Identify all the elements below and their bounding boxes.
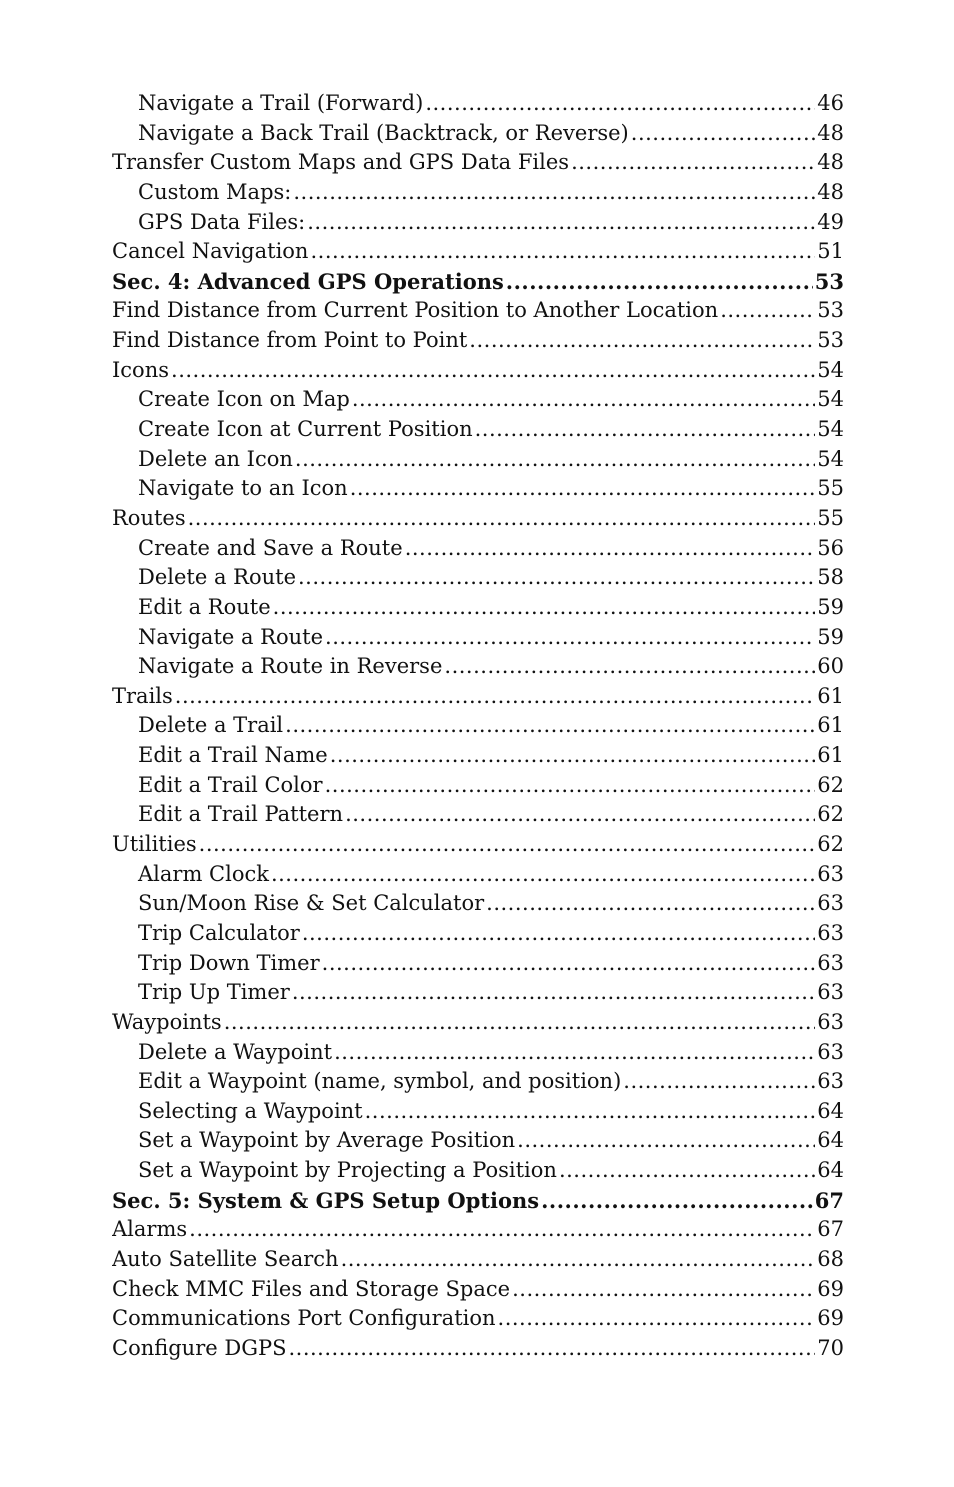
toc-entry-title: Routes xyxy=(112,505,186,530)
toc-entry-title: Selecting a Waypoint xyxy=(138,1098,363,1123)
toc-entry-title: Create and Save a Route xyxy=(138,535,403,560)
toc-entry[interactable] xyxy=(112,711,844,741)
dot-leader xyxy=(307,208,815,238)
toc-entry-title: Create Icon at Current Position xyxy=(138,417,473,442)
toc-entry-title: Delete a Trail xyxy=(138,713,284,738)
dot-leader xyxy=(271,860,815,890)
dot-leader xyxy=(292,978,815,1008)
toc-page-number: 54 xyxy=(817,387,844,412)
dot-leader xyxy=(444,652,815,682)
toc-entry[interactable] xyxy=(112,1008,844,1038)
dot-leader xyxy=(498,1304,816,1334)
toc-entry[interactable] xyxy=(112,860,844,890)
toc-entry-title: Custom Maps: xyxy=(138,179,292,204)
toc-entry-title: Alarm Clock xyxy=(138,861,269,886)
toc-page-number: 49 xyxy=(817,209,844,234)
toc-page-number: 62 xyxy=(817,832,844,857)
toc-entry[interactable] xyxy=(112,356,844,386)
toc-page-number: 67 xyxy=(814,1187,844,1213)
toc-entry[interactable] xyxy=(112,771,844,801)
dot-leader xyxy=(486,889,815,919)
toc-entry[interactable] xyxy=(112,563,844,593)
dot-leader xyxy=(175,682,815,712)
toc-entry[interactable] xyxy=(112,119,844,149)
toc-entry[interactable] xyxy=(112,1334,844,1364)
toc-entry-title: Trails xyxy=(112,683,173,708)
toc-entry-title: Navigate a Route xyxy=(138,624,324,649)
toc-entry-title: Auto Satellite Search xyxy=(112,1246,339,1271)
toc-page-number: 68 xyxy=(817,1246,844,1271)
dot-leader xyxy=(224,1008,816,1038)
toc-page-number: 63 xyxy=(817,980,844,1005)
toc-entry[interactable] xyxy=(112,148,844,178)
dot-leader xyxy=(541,1186,813,1216)
toc-entry[interactable] xyxy=(112,1038,844,1068)
dot-leader xyxy=(322,949,816,979)
toc-entry[interactable] xyxy=(112,296,844,326)
toc-entry-title: Delete an Icon xyxy=(138,446,293,471)
toc-entry-title: Edit a Trail Pattern xyxy=(138,802,344,827)
toc-entry-title: Communications Port Configuration xyxy=(112,1306,496,1331)
toc-page-number: 48 xyxy=(817,120,844,145)
dot-leader xyxy=(171,356,815,386)
toc-entry-title: Set a Waypoint by Average Position xyxy=(138,1128,516,1153)
toc-page-number: 53 xyxy=(814,268,844,294)
dot-leader xyxy=(512,1275,815,1305)
toc-page-number: 69 xyxy=(817,1306,844,1331)
toc-page-number: 63 xyxy=(817,920,844,945)
toc-entry[interactable] xyxy=(112,385,844,415)
toc-section-heading[interactable] xyxy=(112,1186,844,1216)
toc-entry[interactable] xyxy=(112,1304,844,1334)
toc-entry-title: Create Icon on Map xyxy=(138,387,350,412)
dot-leader xyxy=(334,1038,815,1068)
toc-entry-title: Sun/Moon Rise & Set Calculator xyxy=(138,891,485,916)
dot-leader xyxy=(288,1334,815,1364)
dot-leader xyxy=(295,445,815,475)
toc-entry-title: Find Distance from Point to Point xyxy=(112,328,468,353)
toc-entry-title: Trip Up Timer xyxy=(138,980,290,1005)
toc-page-number: 51 xyxy=(817,239,844,264)
dot-leader xyxy=(325,771,816,801)
toc-page-number: 63 xyxy=(817,1069,844,1094)
toc-page-number: 64 xyxy=(817,1128,844,1153)
toc-page-number: 63 xyxy=(817,950,844,975)
toc-entry[interactable] xyxy=(112,1097,844,1127)
toc-page-number: 48 xyxy=(817,150,844,175)
dot-leader xyxy=(425,89,815,119)
dot-leader xyxy=(571,148,815,178)
toc-page-number: 48 xyxy=(817,179,844,204)
dot-leader xyxy=(623,1067,815,1097)
toc-entry-title: Edit a Trail Color xyxy=(138,772,323,797)
toc-entry[interactable] xyxy=(112,1067,844,1097)
toc-entry[interactable] xyxy=(112,89,844,119)
toc-page-number: 63 xyxy=(817,891,844,916)
toc-entry-title: Navigate a Back Trail (Backtrack, or Reverse) xyxy=(138,120,629,145)
toc-entry[interactable] xyxy=(112,889,844,919)
toc-page-number: 64 xyxy=(817,1098,844,1123)
toc-entry-title: Navigate a Trail (Forward) xyxy=(138,91,424,115)
toc-entry[interactable] xyxy=(112,682,844,712)
toc-page-number: 46 xyxy=(817,91,844,115)
toc-page-number: 58 xyxy=(817,565,844,590)
dot-leader xyxy=(298,563,815,593)
toc-entry-title: Navigate a Route in Reverse xyxy=(138,654,443,679)
toc-entry[interactable] xyxy=(112,1215,844,1245)
toc-page-number: 60 xyxy=(817,654,844,679)
toc-entry[interactable] xyxy=(112,949,844,979)
toc-page-number: 61 xyxy=(817,683,844,708)
dot-leader xyxy=(302,919,815,949)
dot-leader xyxy=(330,741,816,771)
toc-page-number: 54 xyxy=(817,357,844,382)
dot-leader xyxy=(293,178,815,208)
dot-leader xyxy=(475,415,816,445)
dot-leader xyxy=(352,385,815,415)
dot-leader xyxy=(189,1215,815,1245)
toc-entry[interactable] xyxy=(112,1275,844,1305)
table-of-contents xyxy=(112,89,844,1364)
toc-entry[interactable] xyxy=(112,504,844,534)
toc-page-number: 53 xyxy=(817,298,844,323)
toc-entry[interactable] xyxy=(112,1126,844,1156)
dot-leader xyxy=(310,237,815,267)
toc-entry-title: Set a Waypoint by Projecting a Position xyxy=(138,1158,557,1183)
toc-entry-title: Trip Calculator xyxy=(138,920,300,945)
dot-leader xyxy=(517,1126,815,1156)
toc-page-number: 54 xyxy=(817,417,844,442)
toc-entry[interactable] xyxy=(112,1156,844,1186)
toc-page-number: 63 xyxy=(817,861,844,886)
toc-page-number: 61 xyxy=(817,713,844,738)
dot-leader xyxy=(199,830,816,860)
toc-entry-title: Check MMC Files and Storage Space xyxy=(112,1276,511,1301)
dot-leader xyxy=(345,800,815,830)
toc-entry[interactable] xyxy=(112,800,844,830)
toc-entry-title: Edit a Waypoint (name, symbol, and position) xyxy=(138,1069,622,1094)
toc-page-number: 63 xyxy=(817,1009,844,1034)
toc-page-number: 62 xyxy=(817,802,844,827)
toc-entry-title: Sec. 4: Advanced GPS Operations xyxy=(112,268,504,294)
toc-entry[interactable] xyxy=(112,445,844,475)
toc-entry-title: Edit a Trail Name xyxy=(138,743,328,768)
toc-entry[interactable] xyxy=(112,1245,844,1275)
toc-entry[interactable] xyxy=(112,652,844,682)
toc-entry[interactable] xyxy=(112,741,844,771)
toc-entry[interactable] xyxy=(112,919,844,949)
toc-entry-title: Delete a Waypoint xyxy=(138,1039,333,1064)
toc-entry[interactable] xyxy=(112,623,844,653)
dot-leader xyxy=(559,1156,815,1186)
toc-section-heading[interactable] xyxy=(112,267,844,297)
toc-entry[interactable] xyxy=(112,593,844,623)
dot-leader xyxy=(405,534,816,564)
toc-page-number: 55 xyxy=(817,505,844,530)
dot-leader xyxy=(273,593,816,623)
toc-entry[interactable] xyxy=(112,237,844,267)
toc-page-number: 54 xyxy=(817,446,844,471)
toc-entry[interactable] xyxy=(112,415,844,445)
dot-leader xyxy=(631,119,816,149)
toc-entry-title: Icons xyxy=(112,357,170,382)
toc-page-number: 69 xyxy=(817,1276,844,1301)
toc-entry-title: Transfer Custom Maps and GPS Data Files xyxy=(112,150,570,175)
dot-leader xyxy=(506,267,813,297)
toc-entry[interactable] xyxy=(112,326,844,356)
toc-page-number: 67 xyxy=(817,1217,844,1242)
toc-page-number: 63 xyxy=(817,1039,844,1064)
toc-page-number: 64 xyxy=(817,1158,844,1183)
dot-leader xyxy=(341,1245,816,1275)
toc-page-number: 59 xyxy=(817,594,844,619)
dot-leader xyxy=(188,504,816,534)
toc-entry[interactable] xyxy=(112,208,844,238)
toc-entry-title: Find Distance from Current Position to Another Location xyxy=(112,298,719,323)
toc-entry-title: Cancel Navigation xyxy=(112,239,309,264)
toc-entry[interactable] xyxy=(112,830,844,860)
toc-page-number: 61 xyxy=(817,743,844,768)
toc-entry[interactable] xyxy=(112,178,844,208)
toc-entry-title: Alarms xyxy=(112,1217,188,1242)
dot-leader xyxy=(469,326,815,356)
dot-leader xyxy=(720,296,815,326)
toc-entry-title: Delete a Route xyxy=(138,565,296,590)
toc-entry-title: Trip Down Timer xyxy=(138,950,320,975)
toc-page-number: 56 xyxy=(817,535,844,560)
toc-page-number: 59 xyxy=(817,624,844,649)
dot-leader xyxy=(350,474,816,504)
toc-entry[interactable] xyxy=(112,474,844,504)
dot-leader xyxy=(325,623,815,653)
toc-entry-title: GPS Data Files: xyxy=(138,209,306,234)
toc-entry-title: Utilities xyxy=(112,832,197,857)
toc-page-number: 55 xyxy=(817,476,844,501)
toc-entry-title: Navigate to an Icon xyxy=(138,476,348,501)
dot-leader xyxy=(285,711,815,741)
toc-entry-title: Waypoints xyxy=(112,1009,222,1034)
toc-entry[interactable] xyxy=(112,534,844,564)
toc-entry[interactable] xyxy=(112,978,844,1008)
toc-page-number: 53 xyxy=(817,328,844,353)
toc-page-number: 70 xyxy=(817,1335,844,1360)
toc-entry-title: Edit a Route xyxy=(138,594,271,619)
toc-entry-title: Configure DGPS xyxy=(112,1335,287,1360)
toc-page-number: 62 xyxy=(817,772,844,797)
dot-leader xyxy=(365,1097,816,1127)
toc-entry-title: Sec. 5: System & GPS Setup Options xyxy=(112,1187,540,1213)
